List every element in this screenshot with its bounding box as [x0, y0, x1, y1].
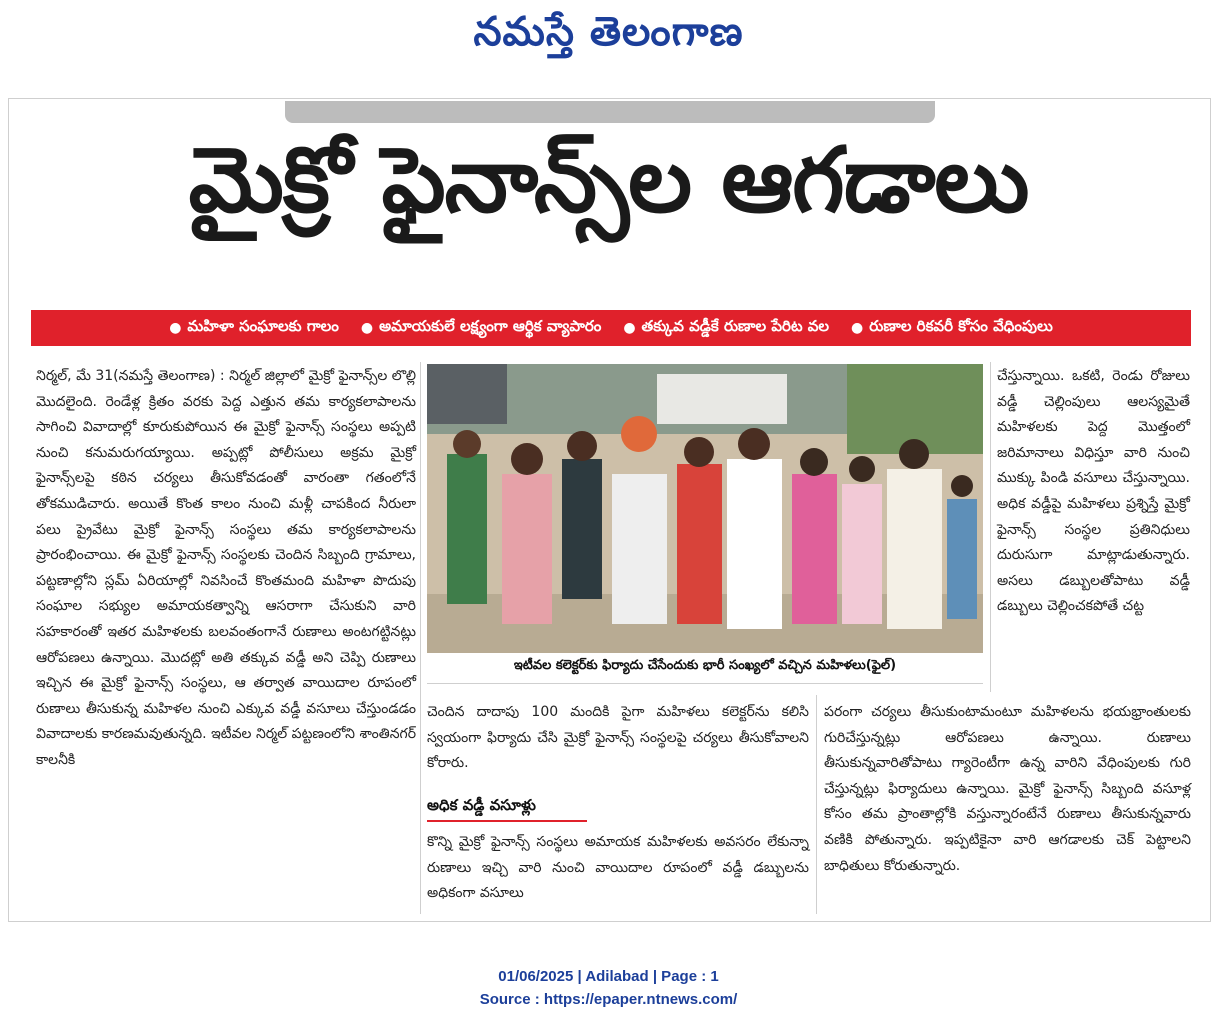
- subheading-underline: [427, 820, 587, 822]
- article-column-3-bottom: పరంగా చర్యలు తీసుకుంటామంటూ మహిళలను భయభ్రాంతులకు గురిచేస్తున్నట్లు ఆరోపణలు ఉన్నాయి. రుణాలు తీసుకున్నవారితోపాటు గ్యారెంటీగా ఉన్న వారిని వేధింపులకు గురి చేస్తున్నట్లు ఫిర్యాదులు ఉన్నాయి. మైక్రో ఫైనాన్స్‌ సిబ్బంది వసూళ్ల కోసం తమ ప్రాంతాల్లోకి వస్తున్నారంటేనే రుణాలు తీసుకున్నవారు వణికి పోతున్నారు. ఇప్పటికైనా వారి ఆగడాలకు చెక్‌ పెట్టాలని బాధితులు కోరుతున్నారు.: [824, 704, 1191, 874]
- column-divider: [816, 695, 817, 914]
- photo-caption: ఇటీవల కలెక్టర్‌కు ఫిర్యాదు చేసేందుకు భారీ సంఖ్యలో వచ్చిన మహిళలు(ఫైల్‌): [513, 658, 897, 673]
- bullet-icon: ●: [360, 320, 374, 336]
- article-column-1: నిర్మల్‌, మే 31(నమస్తే తెలంగాణ) : నిర్మల్‌ జిల్లాలో మైక్రో ఫైనాన్స్‌ల లొల్లి మొదలైంది. రెండేళ్ల క్రితం వరకు పెద్ద ఎత్తున తమ కార్యకలాపాలను సాగించి వివాదాల్లో కూరుకుపోయిన ఈ మైక్రో ఫైనాన్స్‌ సంస్థలు అప్పటి నుంచి కనుమరుగయ్యాయి. అప్పట్లో పోలీసులు అక్రమ మైక్రో ఫైనాన్స్‌లపై కఠిన చర్యలు తీసుకోవడంతో వారంతా గతంలోనే తోకముడిచారు. అయితే కొంత కాలం నుంచి మళ్లీ చాపకింద నీరులా పలు ప్రైవేటు మైక్రో ఫైనాన్స్‌ సంస్థలు తమ కార్యకలాపాలను ప్రారంభించాయి. ఈ మైక్రో ఫైనాన్స్‌ సంస్థలకు చెందిన సిబ్బంది గ్రామాలు, పట్టణాల్లోని స్లమ్‌ ఏరియాల్లో నివసించే కొంతమంది మహిళా పొదుపు సంఘాల సభ్యుల అమాయకత్వాన్ని ఆసరాగా చేసుకుని వారి సహకారంతో ఇతర మహిళలకు బలవంతంగానే రుణాలు అంటగట్టినట్లు ఆరోపణలు ఉన్నాయి. మొదట్లో అతి తక్కువ వడ్డీ అని చెప్పి రుణాలు ఇచ్చిన ఈ మైక్రో ఫైనాన్స్‌ సంస్థలు, ఆ తర్వాత వాయిదాల రూపంలో రుణాలు తీసుకున్న మహిళల నుంచి ఎక్కువ వడ్డీ వసూలు చేస్తుండడం వివాదాలకు కారణమవుతున్నది. ఇటీవల నిర్మల్‌ పట్టణంలోని శాంతినగర్‌ కాలనీకి: [36, 368, 416, 768]
- article-column-2-top: చెందిన దాదాపు 100 మందికి పైగా మహిళలు కలెక్టర్‌ను కలిసి స్వయంగా ఫిర్యాదు చేసి మైక్రో ఫైనాన్స్‌ సంస్థలపై చర్యలు తీసుకోవాలని కోరారు.: [427, 704, 809, 772]
- column-divider: [420, 362, 421, 914]
- caption-divider: [427, 683, 983, 684]
- footer-source-link[interactable]: Source : https://epaper.ntnews.com/: [479, 991, 738, 1008]
- article-column-3-top: చేస్తున్నాయి. ఒకటి, రెండు రోజులు వడ్డీ చెల్లింపులు ఆలస్యమైతే మహిళలకు పెద్ద మొత్తంలో జరిమానాలు విధిస్తూ వారి నుంచి ముక్కు పిండి వసూలు చేస్తున్నాయి. అధిక వడ్డీపై మహిళలు ప్రశ్నిస్తే మైక్రో ఫైనాన్స్‌ సంస్థల ప్రతినిధులు దురుసుగా మాట్లాడుతున్నారు. అసలు డబ్బులతోపాటు వడ్డీ డబ్బులు చెల్లించకపోతే చట్ట: [997, 368, 1190, 615]
- column-divider: [990, 362, 991, 692]
- strapline-point: ● మహిళా సంఘాలకు గాలం: [169, 317, 339, 336]
- news-photo: [427, 364, 983, 653]
- bullet-icon: ●: [169, 320, 182, 336]
- strapline-point: ● అమాయకులే లక్ష్యంగా ఆర్థిక వ్యాపారం: [360, 317, 602, 336]
- strapline-bar: [31, 310, 1191, 346]
- strapline-point: ● రుణాల రికవరీ కోసం వేధింపులు: [851, 317, 1053, 336]
- article-column-2-bottom: కొన్ని మైక్రో ఫైనాన్స్‌ సంస్థలు అమాయక మహిళలకు అవసరం లేకున్నా రుణాలు ఇచ్చి వారి నుంచి వాయిదాల రూపంలో వడ్డీ డబ్బులను అధికంగా వసూలు: [427, 834, 809, 902]
- bullet-icon: ●: [623, 320, 636, 336]
- frame-top-tab: [285, 101, 935, 123]
- footer-date-edition: 01/06/2025 | Adilabad | Page : 1: [498, 968, 719, 985]
- masthead-logo: నమస్తే తెలంగాణ: [473, 8, 744, 55]
- subheading: అధిక వడ్డీ వసూళ్లు: [427, 796, 536, 814]
- bullet-icon: ●: [851, 320, 864, 336]
- strapline-point: ● తక్కువ వడ్డీకే రుణాల పేరిట వల: [623, 317, 830, 336]
- headline: మైక్రో ఫైనాన్స్‌ల ఆగడాలు: [188, 128, 1029, 233]
- crowd-photo-illustration: [427, 364, 983, 653]
